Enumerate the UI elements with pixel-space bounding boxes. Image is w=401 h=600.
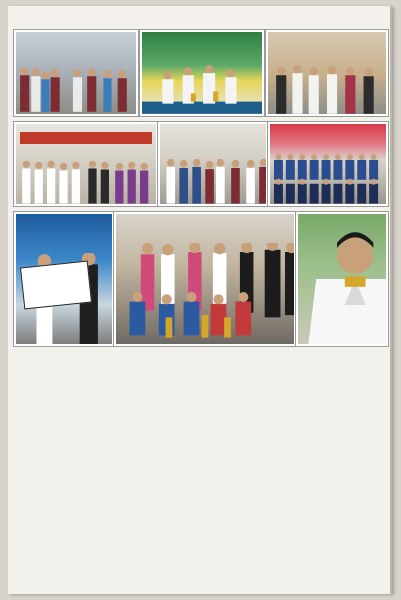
photo-judoka-white-gi [296,212,388,346]
photo-students-red-canopy [268,122,388,206]
people-figures [16,63,138,114]
people-figures [268,63,388,114]
people-figures [142,63,264,114]
photo-group-hall-banner [14,122,158,206]
photo-officials-building [266,30,388,116]
people-figures [270,154,385,204]
award-card-line1 [22,268,88,275]
photo-national-gold-medalist [158,122,268,206]
newspaper-page [8,6,392,594]
judoka-figure [298,214,388,344]
award-card-line2 [22,268,88,275]
photo-team-trophies [114,212,296,346]
people-figures [16,154,158,204]
banner-stage [20,132,152,144]
photo-judo-league-podium [140,30,264,116]
photo-group-students-outdoor [14,30,138,116]
people-figures [160,154,268,204]
people-figures [116,243,296,344]
first-place-award-card [20,261,92,310]
